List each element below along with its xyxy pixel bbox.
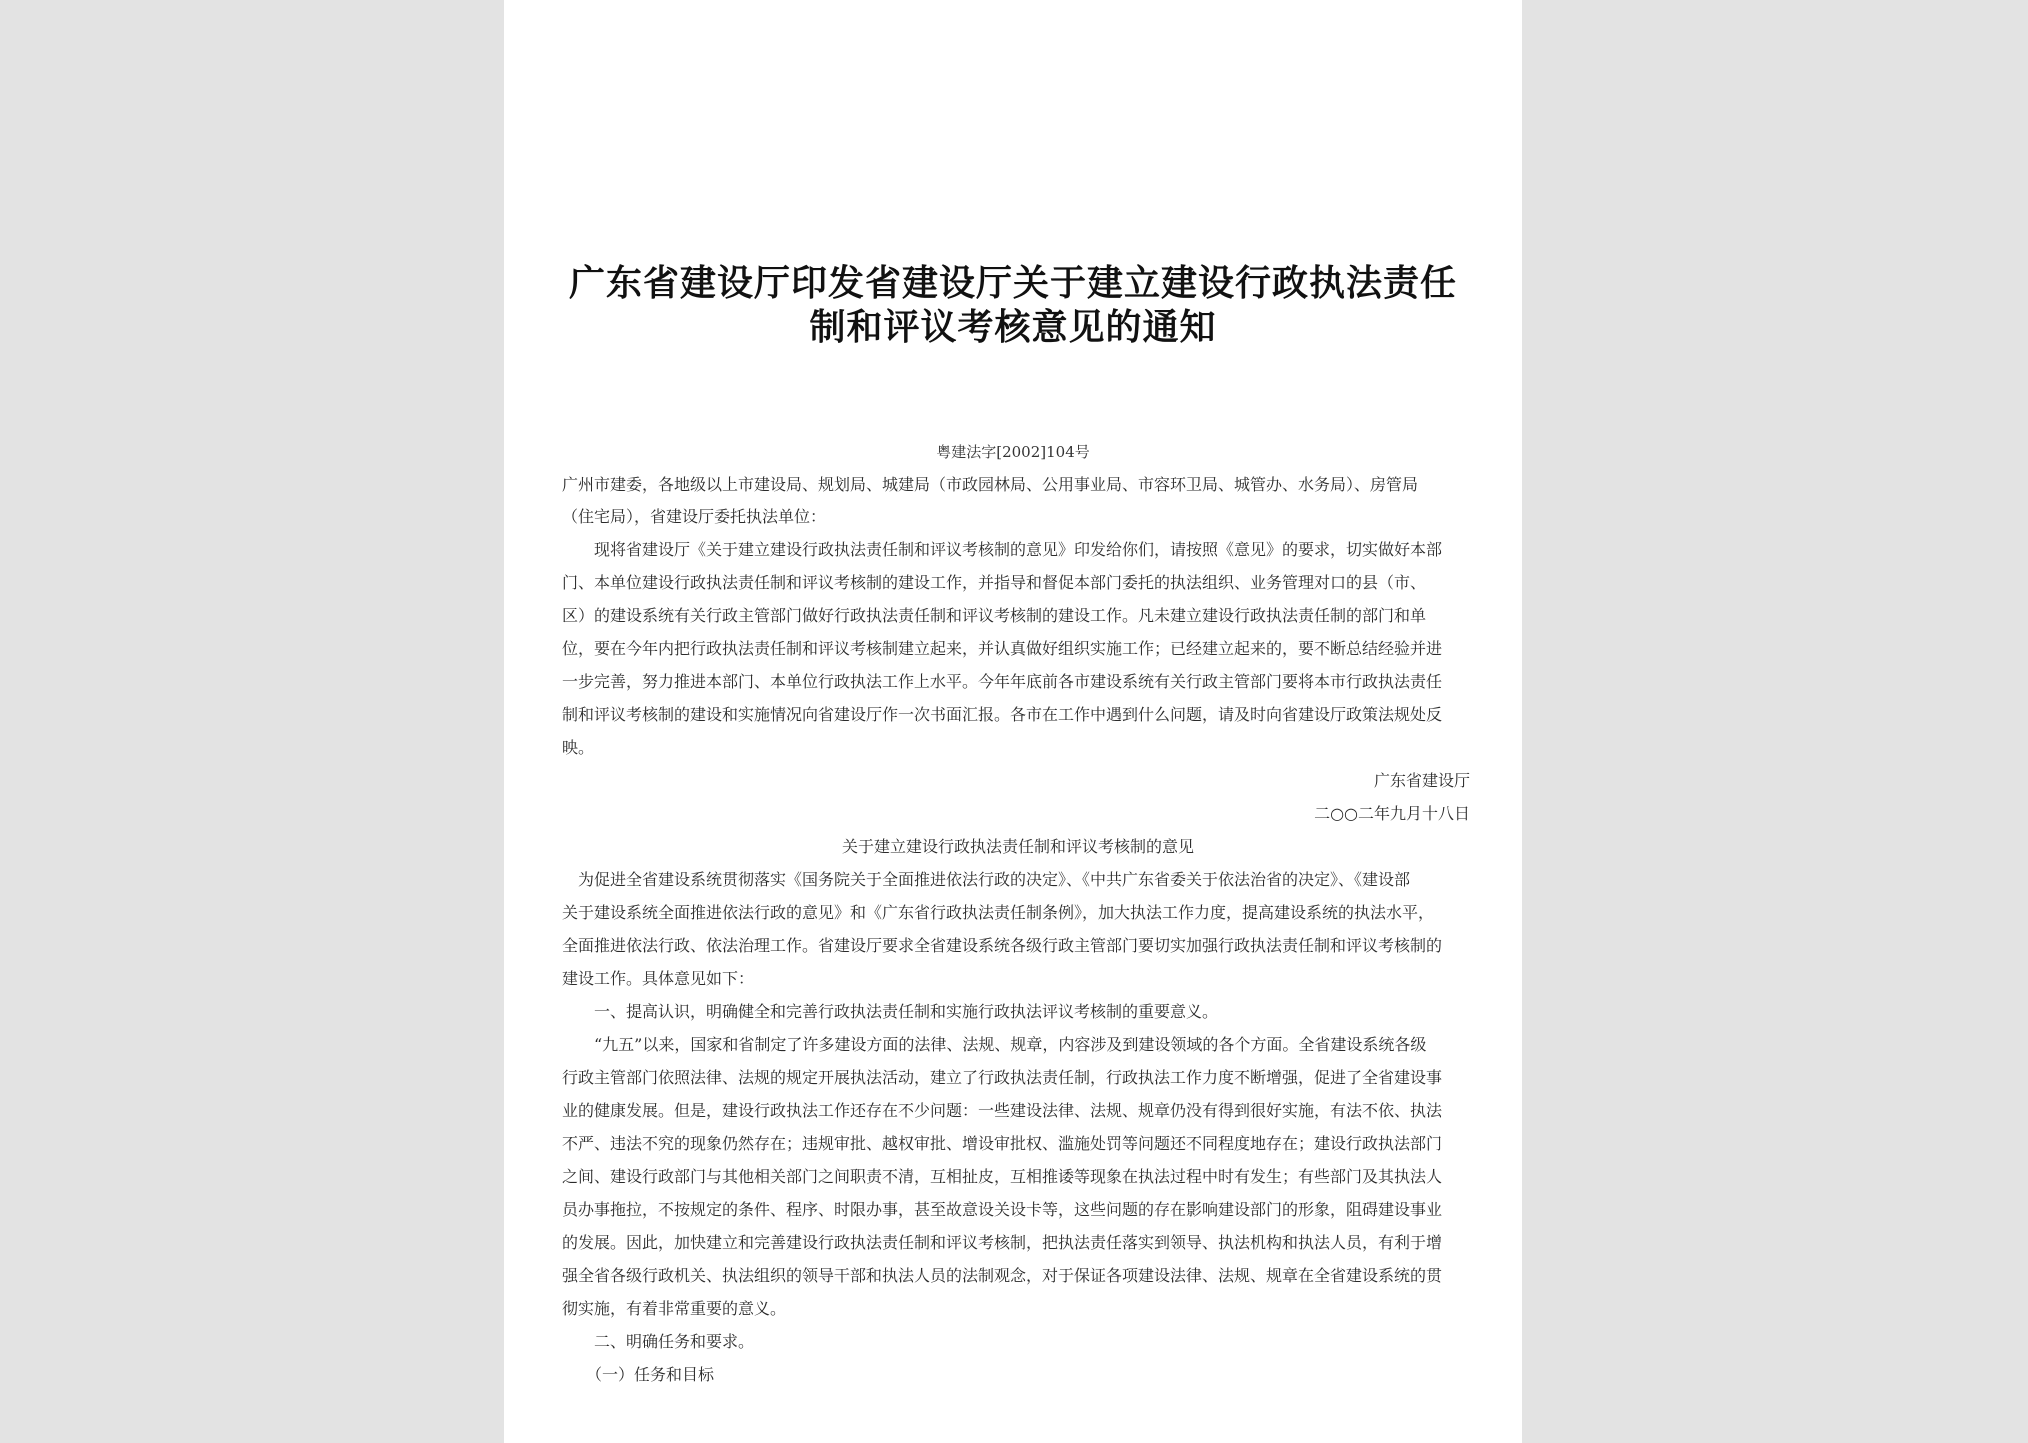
section-heading: 二、明确任务和要求。 bbox=[562, 1332, 755, 1351]
body-line: 区）的建设系统有关行政主管部门做好行政执法责任制和评议考核制的建设工作。凡未建立建设行政执法责任制的部门和单 bbox=[562, 606, 1427, 625]
addressee-line: （住宅局），省建设厅委托执法单位： bbox=[562, 507, 827, 526]
body-line: 映。 bbox=[562, 738, 595, 757]
document-date: 二○○二年九月十八日 bbox=[1314, 804, 1470, 823]
attachment-line: 行政主管部门依照法律、法规的规定开展执法活动，建立了行政执法责任制，行政执法工作力度不断增强，促进了全省建设事 bbox=[562, 1068, 1443, 1087]
addressee-line: 广州市建委，各地级以上市建设局、规划局、城建局（市政园林局、公用事业局、市容环卫局、城管办、水务局）、房管局 bbox=[562, 475, 1419, 494]
attachment-line: 为促进全省建设系统贯彻落实《国务院关于全面推进依法行政的决定》、《中共广东省委关于依法治省的决定》、《建设部 bbox=[562, 870, 1411, 889]
body-line: 门、本单位建设行政执法责任制和评议考核制的建设工作，并指导和督促本部门委托的执法组织、业务管理对口的县（市、 bbox=[562, 573, 1427, 592]
body-line: 现将省建设厅《关于建立建设行政执法责任制和评议考核制的意见》印发给你们，请按照《意见》的要求，切实做好本部 bbox=[562, 540, 1443, 559]
body-line: 制和评议考核制的建设和实施情况向省建设厅作一次书面汇报。各市在工作中遇到什么问题，请及时向省建设厅政策法规处反 bbox=[562, 705, 1443, 724]
attachment-line: 的发展。因此，加快建立和完善建设行政执法责任制和评议考核制，把执法责任落实到领导、执法机构和执法人员，有利于增 bbox=[562, 1233, 1443, 1252]
title-line-2: 制和评议考核意见的通知 bbox=[809, 307, 1217, 348]
attachment-line: 业的健康发展。但是，建设行政执法工作还存在不少问题：一些建设法律、法规、规章仍没有得到很好实施，有法不依、执法 bbox=[562, 1101, 1443, 1120]
attachment-line: 彻实施，有着非常重要的意义。 bbox=[562, 1299, 787, 1318]
attachment-line: “九五”以来，国家和省制定了许多建设方面的法律、法规、规章，内容涉及到建设领域的各个方面。全省建设系统各级 bbox=[562, 1035, 1427, 1054]
body-line: 位，要在今年内把行政执法责任制和评议考核制建立起来，并认真做好组织实施工作；已经建立起来的，要不断总结经验并进 bbox=[562, 639, 1443, 658]
attachment-line: 不严、违法不究的现象仍然存在；违规审批、越权审批、增设审批权、滥施处罚等问题还不同程度地存在；建设行政执法部门 bbox=[562, 1134, 1443, 1153]
attachment-line: 员办事拖拉，不按规定的条件、程序、时限办事，甚至故意设关设卡等，这些问题的存在影响建设部门的形象，阻碍建设事业 bbox=[562, 1200, 1443, 1219]
attachment-line: 建设工作。具体意见如下： bbox=[562, 969, 755, 988]
section-heading: 一、提高认识，明确健全和完善行政执法责任制和实施行政执法评议考核制的重要意义。 bbox=[562, 1002, 1219, 1021]
document-number: 粤建法字[2002]104号 bbox=[936, 443, 1090, 461]
attachment-line: 关于建设系统全面推进依法行政的意见》和《广东省行政执法责任制条例》，加大执法工作力度，提高建设系统的执法水平， bbox=[562, 903, 1435, 922]
body-line: 一步完善，努力推进本部门、本单位行政执法工作上水平。今年年底前各市建设系统有关行政主管部门要将本市行政执法责任 bbox=[562, 672, 1443, 691]
document-title bbox=[564, 262, 1462, 350]
document-page bbox=[504, 0, 1522, 1443]
signature: 广东省建设厅 bbox=[1373, 771, 1470, 790]
attachment-line: 之间、建设行政部门与其他相关部门之间职责不清，互相扯皮，互相推诿等现象在执法过程中时有发生；有些部门及其执法人 bbox=[562, 1167, 1443, 1186]
title-line-1: 广东省建设厅印发省建设厅关于建立建设行政执法责任 bbox=[568, 263, 1457, 304]
attachment-title: 关于建立建设行政执法责任制和评议考核制的意见 bbox=[841, 837, 1194, 856]
attachment-line: 强全省各级行政机关、执法组织的领导干部和执法人员的法制观念，对于保证各项建设法律、法规、规章在全省建设系统的贯 bbox=[562, 1266, 1443, 1285]
attachment-line: 全面推进依法行政、依法治理工作。省建设厅要求全省建设系统各级行政主管部门要切实加强行政执法责任制和评议考核制的 bbox=[562, 936, 1443, 955]
subsection-heading: （一）任务和目标 bbox=[562, 1365, 715, 1384]
